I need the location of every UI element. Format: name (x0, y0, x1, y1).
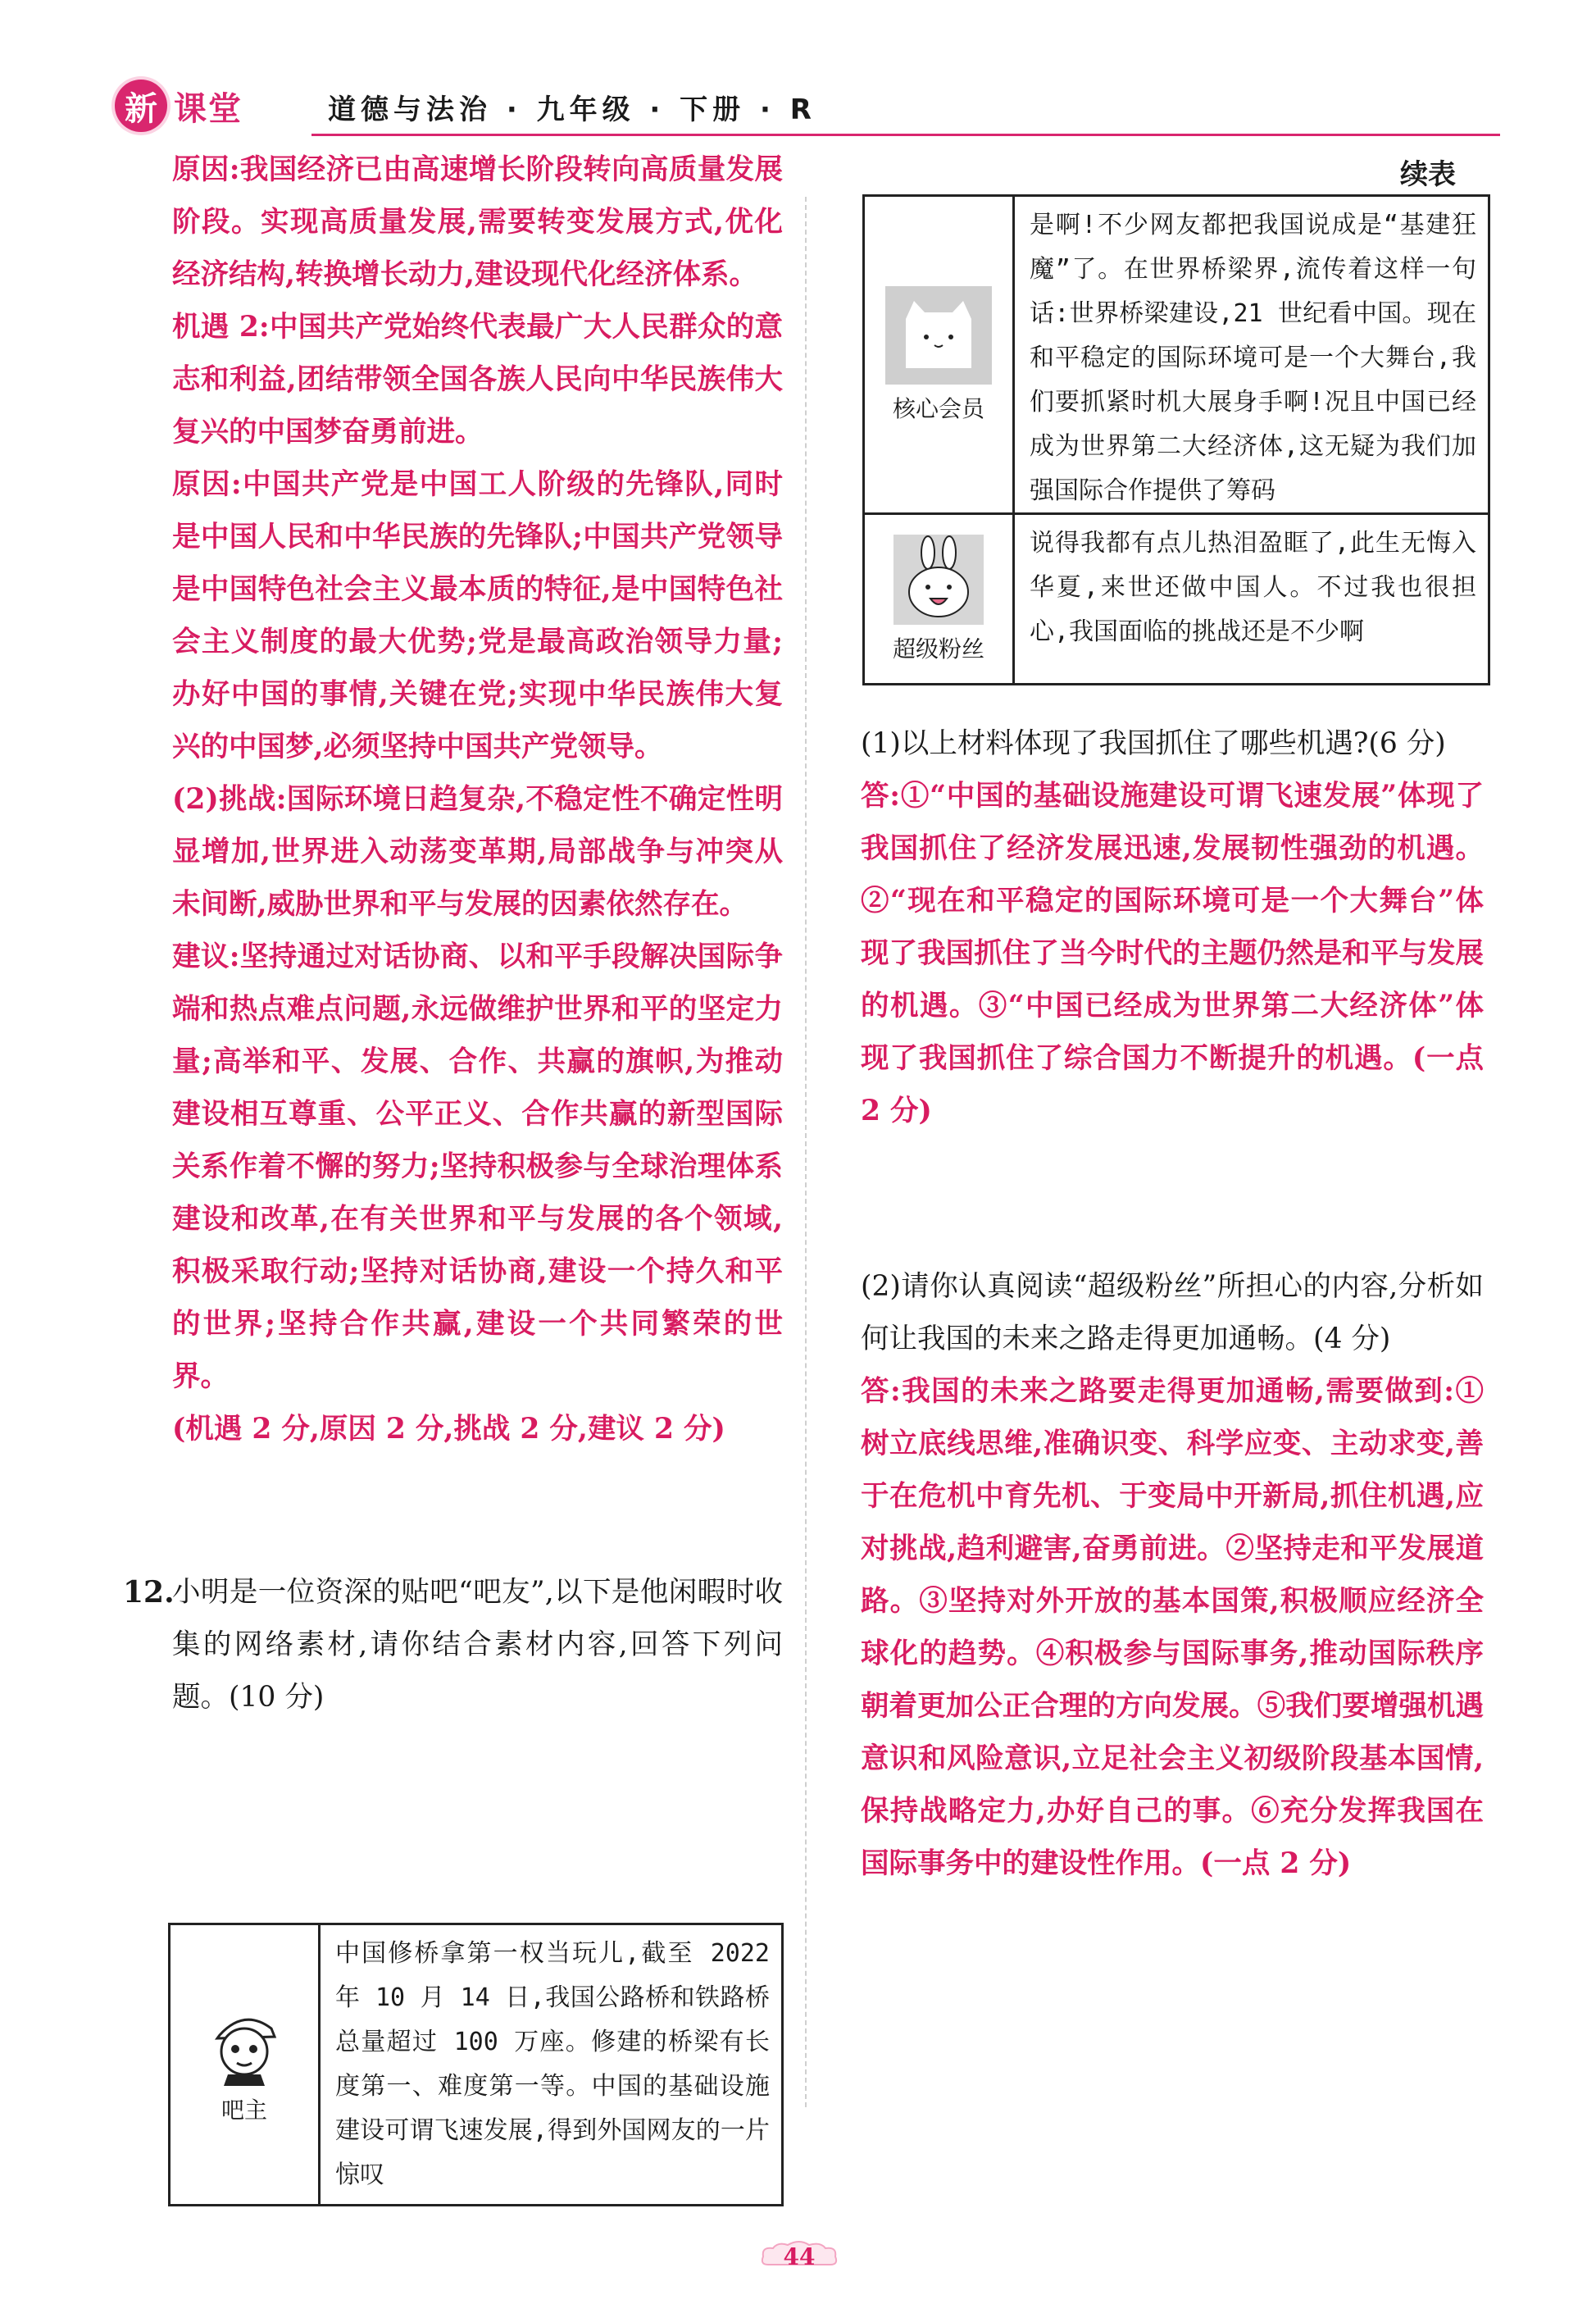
left-column (123, 143, 783, 1723)
material-table-2 (862, 194, 1490, 685)
post-text: 说得我都有点儿热泪盈眶了,此生无悔入华夏,来世还做中国人。不过我也很担心,我国面临的挑战还是不少啊 (1030, 529, 1476, 646)
continued-label: 续表 (1400, 158, 1456, 191)
avatar-cell (865, 197, 1015, 512)
post-text: 是啊!不少网友都把我国说成是“基建狂魔”了。在世界桥梁界,流传着这样一句话:世界桥梁建设,21 世纪看中国。现在和平稳定的国际环境可是一个大舞台,我们要抓紧时机大展身手啊!况且中国已经成为世界第二大经济体,这无疑为我们加强国际合作提供了筹码 (1030, 211, 1476, 505)
score-note: (机遇 2 分,原因 2 分,挑战 2 分,建议 2 分) (172, 1413, 725, 1446)
page-number-text: 44 (783, 2243, 816, 2270)
answer-2: 答:我国的未来之路要走得更加通畅,需要做到:①树立底线思维,准确识变、科学应变、主动求变,善于在危机中育先机、于变局中开新局,抓住机遇,应对挑战,趋利避害,奋勇前进。②坚持走和平发展道路。③坚持对外开放的基本国策,积极顺应经济全球化的趋势。④积极参与国际事务,推动国际秩序朝着更加公正合理的方向发展。⑤我们要增强机遇意识和风险意识,立足社会主义初级阶段基本国情,保持战略定力,办好自己的事。⑥充分发挥我国在国际事务中的建设性作用。(一点 2 分) (861, 1375, 1484, 1880)
boy-avatar-icon (207, 2004, 281, 2086)
question-text: 小明是一位资深的贴吧“吧友”,以下是他闲暇时收集的网络素材,请你结合素材内容,回答下列问题。(10 分) (172, 1576, 783, 1714)
user-name: 吧主 (221, 2097, 267, 2124)
rabbit-avatar-icon (893, 535, 984, 625)
logo-text: 课堂 (174, 89, 243, 128)
post-text: 中国修桥拿第一权当玩儿,截至 2022 年 10 月 14 日,我国公路桥和铁路桥总量超过 100 万座。修建的桥梁有长度第一、难度第一等。中国的基础设施建设可谓飞速发展,得到外国网友的一片惊叹 (335, 1939, 770, 2189)
header-rule (311, 134, 1500, 136)
sub-question-2: (2)请你认真阅读“超级粉丝”所担心的内容,分析如何让我国的未来之路走得更加通畅。(4 分) (861, 1270, 1484, 1355)
question-number: 12. (123, 1575, 175, 1610)
answer-paragraph: 原因:中国共产党是中国工人阶级的先锋队,同时是中国人民和中华民族的先锋队;中国共产党领导是中国特色社会主义最本质的特征,是中国特色社会主义制度的最大优势;党是最高政治领导力量;办好中国的事情,关键在党;实现中华民族伟大复兴的中国梦,必须坚持中国共产党领导。 (172, 468, 783, 763)
answer-paragraph: 建议:坚持通过对话协商、以和平手段解决国际争端和热点难点问题,永远做维护世界和平的坚定力量;高举和平、发展、合作、共赢的旗帜,为推动建设相互尊重、公平正义、合作共赢的新型国际关系作着不懈的努力;坚持积极参与全球治理体系建设和改革,在有关世界和平与发展的各个领域,积极采取行动;坚持对话协商,建设一个持久和平的世界;坚持合作共赢,建设一个共同繁荣的世界。 (172, 940, 783, 1393)
page-number (758, 2240, 840, 2273)
question-12 (123, 1566, 783, 1723)
sub-question-1: (1)以上材料体现了我国抓住了哪些机遇?(6 分) (861, 727, 1446, 760)
answer-paragraph: 原因:我国经济已由高速增长阶段转向高质量发展阶段。实现高质量发展,需要转变发展方式,优化经济结构,转换增长动力,建设现代化经济体系。 (172, 153, 783, 291)
answer-1: 答:①“中国的基础设施建设可谓飞速发展”体现了我国抓住了经济发展迅速,发展韧性强劲的机遇。②“现在和平稳定的国际环境可是一个大舞台”体现了我国抓住了当今时代的主题仍然是和平与发展的机遇。③“中国已经成为世界第二大经济体”体现了我国抓住了综合国力不断提升的机遇。(一点 2 分) (861, 780, 1484, 1127)
column-divider (805, 197, 807, 2107)
answer-paragraph: 机遇 2:中国共产党始终代表最广大人民群众的意志和利益,团结带领全国各族人民向中华民族伟大复兴的中国梦奋勇前进。 (172, 311, 783, 449)
avatar-cell (865, 515, 1015, 683)
right-column (861, 717, 1484, 1890)
subject-title: 道德与法治 · 九年级 · 下册 · R (328, 93, 816, 126)
logo-badge: 新 (115, 80, 167, 132)
brand-logo (115, 79, 243, 133)
user-name: 核心会员 (892, 394, 984, 422)
page-header (115, 79, 1500, 133)
avatar-cell (171, 1925, 321, 2204)
user-name: 超级粉丝 (892, 635, 984, 663)
answer-paragraph: (2)挑战:国际环境日趋复杂,不稳定性不确定性明显增加,世界进入动荡变革期,局部战争与冲突从未间断,威胁世界和平与发展的因素依然存在。 (172, 783, 783, 921)
material-table-1 (168, 1923, 784, 2206)
cat-avatar-icon (885, 286, 992, 385)
